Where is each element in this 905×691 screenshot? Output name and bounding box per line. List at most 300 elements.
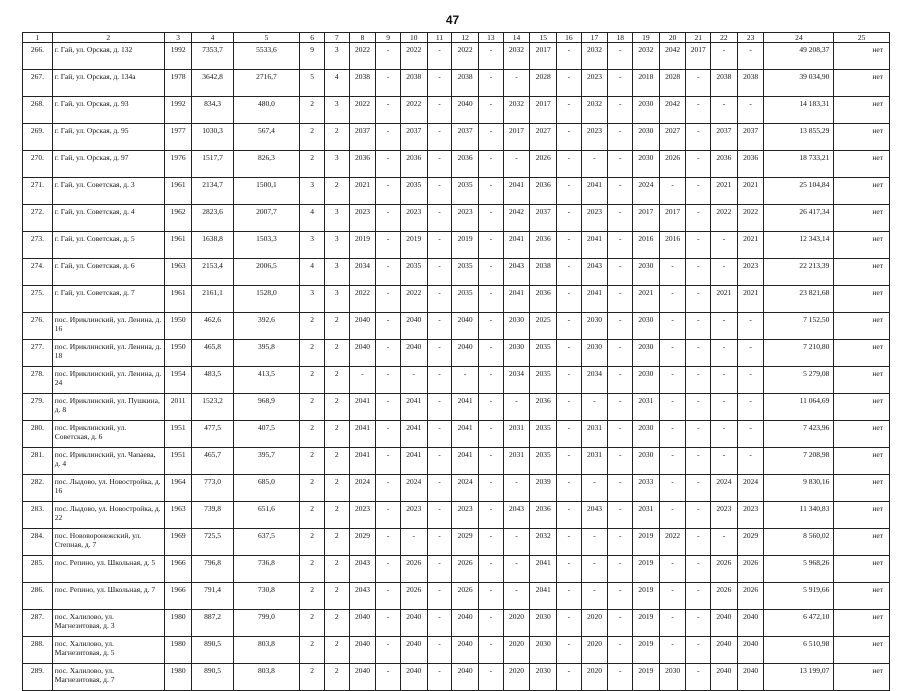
status-cell: нет — [834, 637, 890, 664]
cost-cell: 23 821,68 — [764, 286, 834, 313]
table-cell: 725,5 — [192, 529, 233, 556]
table-cell: 2 — [324, 637, 349, 664]
address-cell: пос. Ириклинский, ул. Чапаева, д. 4 — [52, 448, 164, 475]
table-cell: 2043 — [349, 583, 376, 610]
table-cell: 2 — [300, 340, 325, 367]
table-cell: 483,5 — [192, 367, 233, 394]
table-cell: 2043 — [581, 502, 608, 529]
table-cell: - — [503, 556, 530, 583]
table-cell: - — [376, 421, 401, 448]
table-cell: - — [659, 448, 686, 475]
table-cell: - — [608, 502, 633, 529]
table-cell: 2036 — [452, 151, 479, 178]
table-row — [23, 43, 890, 70]
table-cell: 2040 — [452, 97, 479, 124]
table-cell: 1962 — [164, 205, 192, 232]
table-cell: 2019 — [633, 583, 660, 610]
table-cell: 1977 — [164, 124, 192, 151]
table-cell: - — [608, 286, 633, 313]
table-cell: - — [608, 556, 633, 583]
table-cell: - — [427, 70, 452, 97]
table-cell: 480,0 — [233, 97, 300, 124]
table-cell: - — [557, 97, 582, 124]
table-cell: 2027 — [659, 124, 686, 151]
table-cell: - — [608, 529, 633, 556]
table-cell: 2026 — [400, 583, 427, 610]
address-cell: г. Гай, ул. Орская, д. 93 — [52, 97, 164, 124]
table-cell: - — [608, 151, 633, 178]
table-cell: 2030 — [633, 340, 660, 367]
table-cell: 2020 — [581, 610, 608, 637]
table-cell: 4 — [300, 259, 325, 286]
table-cell: 2020 — [581, 664, 608, 691]
table-cell: - — [686, 124, 711, 151]
table-cell: 2041 — [581, 232, 608, 259]
table-cell: 2022 — [737, 205, 764, 232]
table-cell: - — [686, 313, 711, 340]
table-cell: 2034 — [349, 259, 376, 286]
address-cell: г. Гай, ул. Орская, д. 134а — [52, 70, 164, 97]
table-row — [23, 367, 890, 394]
table-cell: 2021 — [711, 286, 738, 313]
table-cell: 477,5 — [192, 421, 233, 448]
table-cell: - — [376, 610, 401, 637]
table-cell: 2040 — [349, 664, 376, 691]
table-cell: 1966 — [164, 583, 192, 610]
table-cell: 2030 — [633, 313, 660, 340]
table-cell: 2030 — [633, 259, 660, 286]
table-cell: - — [557, 556, 582, 583]
table-cell: 2032 — [503, 97, 530, 124]
table-cell: 2036 — [711, 151, 738, 178]
table-cell: 3 — [324, 205, 349, 232]
table-cell: - — [737, 448, 764, 475]
table-cell: - — [452, 367, 479, 394]
row-number: 272. — [23, 205, 53, 232]
table-cell: 2038 — [530, 259, 557, 286]
table-cell: 2036 — [400, 151, 427, 178]
cost-cell: 11 064,69 — [764, 394, 834, 421]
table-cell: 2040 — [400, 637, 427, 664]
table-cell: - — [557, 286, 582, 313]
table-cell: 3 — [324, 232, 349, 259]
table-cell: 2823,6 — [192, 205, 233, 232]
table-cell: - — [376, 259, 401, 286]
table-row — [23, 394, 890, 421]
table-cell: 2026 — [452, 583, 479, 610]
table-cell: 2040 — [737, 664, 764, 691]
table-cell: - — [711, 97, 738, 124]
table-cell: 2030 — [581, 340, 608, 367]
table-cell: 2040 — [452, 637, 479, 664]
table-cell: - — [686, 637, 711, 664]
table-cell: 2041 — [349, 421, 376, 448]
header-row — [23, 33, 890, 43]
row-number: 269. — [23, 124, 53, 151]
table-cell: 2037 — [530, 205, 557, 232]
row-number: 285. — [23, 556, 53, 583]
table-cell: - — [608, 97, 633, 124]
table-row — [23, 529, 890, 556]
table-cell: 2041 — [503, 178, 530, 205]
table-cell: - — [659, 367, 686, 394]
table-cell: - — [711, 529, 738, 556]
table-cell: 2020 — [581, 637, 608, 664]
column-header: 22 — [711, 33, 738, 43]
row-number: 279. — [23, 394, 53, 421]
table-cell: 637,5 — [233, 529, 300, 556]
table-cell: 890,5 — [192, 637, 233, 664]
table-cell: 2 — [324, 475, 349, 502]
table-cell: - — [557, 610, 582, 637]
table-cell: - — [376, 367, 401, 394]
table-cell: - — [376, 394, 401, 421]
table-cell: - — [557, 502, 582, 529]
table-cell: - — [608, 367, 633, 394]
address-cell: пос. Ириклинский, ул. Ленина, д. 18 — [52, 340, 164, 367]
table-cell: - — [427, 421, 452, 448]
table-cell: 2028 — [530, 70, 557, 97]
table-cell: - — [376, 286, 401, 313]
table-cell: 2024 — [633, 178, 660, 205]
table-cell: 2031 — [581, 448, 608, 475]
table-cell: 2 — [324, 340, 349, 367]
table-cell: - — [711, 259, 738, 286]
table-cell: - — [711, 421, 738, 448]
table-cell: 2036 — [530, 502, 557, 529]
table-cell: - — [400, 529, 427, 556]
table-row — [23, 448, 890, 475]
table-cell: - — [376, 97, 401, 124]
table-cell: 2041 — [530, 556, 557, 583]
address-cell: г. Гай, ул. Советская, д. 5 — [52, 232, 164, 259]
table-cell: - — [376, 70, 401, 97]
table-cell: - — [659, 583, 686, 610]
table-row — [23, 475, 890, 502]
table-cell: 1030,3 — [192, 124, 233, 151]
column-header: 8 — [349, 33, 376, 43]
table-cell: 2018 — [633, 70, 660, 97]
table-cell: - — [659, 637, 686, 664]
row-number: 281. — [23, 448, 53, 475]
table-cell: 1503,3 — [233, 232, 300, 259]
page-number: 47 — [445, 13, 460, 27]
table-cell: - — [686, 610, 711, 637]
table-cell: 2030 — [633, 97, 660, 124]
table-row — [23, 583, 890, 610]
table-cell: - — [427, 529, 452, 556]
table-row — [23, 421, 890, 448]
table-cell: 2040 — [737, 610, 764, 637]
table-cell: 2030 — [633, 367, 660, 394]
cost-cell: 7 208,98 — [764, 448, 834, 475]
table-cell: 2036 — [530, 286, 557, 313]
table-cell: 2023 — [581, 70, 608, 97]
table-cell: - — [557, 475, 582, 502]
table-row — [23, 664, 890, 691]
table-cell: 2026 — [400, 556, 427, 583]
cost-cell: 22 213,39 — [764, 259, 834, 286]
table-cell: - — [376, 313, 401, 340]
address-cell: г. Гай, ул. Советская, д. 6 — [52, 259, 164, 286]
table-cell: 2021 — [737, 232, 764, 259]
table-cell: 796,8 — [192, 556, 233, 583]
row-number: 282. — [23, 475, 53, 502]
table-cell: 2022 — [400, 97, 427, 124]
table-cell: 2032 — [530, 529, 557, 556]
table-cell: - — [479, 448, 504, 475]
status-cell: нет — [834, 70, 890, 97]
table-cell: - — [557, 313, 582, 340]
address-cell: г. Гай, ул. Советская, д. 4 — [52, 205, 164, 232]
status-cell: нет — [834, 43, 890, 70]
status-cell: нет — [834, 286, 890, 313]
table-cell: 2038 — [452, 70, 479, 97]
table-cell: - — [608, 70, 633, 97]
table-cell: - — [608, 232, 633, 259]
table-row — [23, 313, 890, 340]
address-cell: г. Гай, ул. Орская, д. 132 — [52, 43, 164, 70]
table-cell: 567,4 — [233, 124, 300, 151]
table-cell: - — [479, 97, 504, 124]
table-cell: - — [503, 70, 530, 97]
table-cell: - — [557, 637, 582, 664]
table-cell: - — [400, 367, 427, 394]
table-cell: - — [686, 475, 711, 502]
table-cell: 2035 — [530, 367, 557, 394]
table-cell: - — [376, 529, 401, 556]
table-cell: 2 — [300, 610, 325, 637]
table-cell: - — [686, 583, 711, 610]
table-cell: 2 — [324, 664, 349, 691]
table-cell: - — [427, 556, 452, 583]
cost-cell: 5 279,08 — [764, 367, 834, 394]
table-cell: - — [686, 70, 711, 97]
table-cell: - — [479, 124, 504, 151]
table-cell: 730,8 — [233, 583, 300, 610]
table-cell: 3 — [324, 97, 349, 124]
table-cell: 2023 — [581, 205, 608, 232]
column-header: 23 — [737, 33, 764, 43]
table-cell: 462,6 — [192, 313, 233, 340]
table-cell: 2031 — [581, 421, 608, 448]
table-row — [23, 286, 890, 313]
address-cell: пос. Халилово, ул. Магнезитовая, д. 3 — [52, 610, 164, 637]
table-cell: 2035 — [530, 448, 557, 475]
table-cell: 2019 — [400, 232, 427, 259]
table-cell: - — [503, 151, 530, 178]
table-cell: - — [557, 70, 582, 97]
table-cell: 413,5 — [233, 367, 300, 394]
table-cell: 2 — [324, 421, 349, 448]
table-cell: 2035 — [452, 178, 479, 205]
table-cell: - — [608, 313, 633, 340]
table-cell: 2716,7 — [233, 70, 300, 97]
table-cell: 2039 — [530, 475, 557, 502]
status-cell: нет — [834, 313, 890, 340]
table-cell: 7353,7 — [192, 43, 233, 70]
table-cell: 2017 — [530, 97, 557, 124]
row-number: 277. — [23, 340, 53, 367]
table-cell: - — [608, 259, 633, 286]
table-cell: - — [427, 367, 452, 394]
table-cell: - — [376, 151, 401, 178]
table-cell: 1950 — [164, 313, 192, 340]
address-cell: пос. Репино, ул. Школьная, д. 7 — [52, 583, 164, 610]
table-cell: - — [659, 394, 686, 421]
status-cell: нет — [834, 178, 890, 205]
table-cell: 465,7 — [192, 448, 233, 475]
table-cell: - — [376, 448, 401, 475]
table-cell: - — [376, 502, 401, 529]
row-number: 268. — [23, 97, 53, 124]
table-cell: 968,9 — [233, 394, 300, 421]
table-cell: - — [427, 475, 452, 502]
table-cell: 2041 — [452, 448, 479, 475]
row-number: 286. — [23, 583, 53, 610]
table-cell: - — [659, 502, 686, 529]
table-cell: - — [686, 205, 711, 232]
column-header: 20 — [659, 33, 686, 43]
table-cell: 2019 — [633, 664, 660, 691]
table-cell: - — [376, 475, 401, 502]
table-cell: 887,2 — [192, 610, 233, 637]
table-row — [23, 610, 890, 637]
table-cell: 3 — [300, 286, 325, 313]
column-header: 15 — [530, 33, 557, 43]
table-cell: - — [503, 394, 530, 421]
table-cell: - — [427, 394, 452, 421]
table-cell: 1961 — [164, 232, 192, 259]
table-cell: 2 — [324, 556, 349, 583]
table-cell: 773,0 — [192, 475, 233, 502]
table-cell: - — [608, 124, 633, 151]
table-cell: - — [479, 502, 504, 529]
table-cell: - — [427, 637, 452, 664]
status-cell: нет — [834, 340, 890, 367]
table-cell: 2029 — [452, 529, 479, 556]
table-cell: 1969 — [164, 529, 192, 556]
status-cell: нет — [834, 448, 890, 475]
table-cell: 2 — [300, 421, 325, 448]
table-row — [23, 70, 890, 97]
table-cell: 2023 — [400, 502, 427, 529]
table-cell: 2036 — [349, 151, 376, 178]
table-cell: - — [376, 178, 401, 205]
table-cell: 395,7 — [233, 448, 300, 475]
cost-cell: 7 210,80 — [764, 340, 834, 367]
cost-cell: 7 423,96 — [764, 421, 834, 448]
table-cell: 2032 — [633, 43, 660, 70]
table-cell: 2026 — [711, 556, 738, 583]
table-cell: 2022 — [452, 43, 479, 70]
status-cell: нет — [834, 556, 890, 583]
table-cell: - — [427, 205, 452, 232]
table-cell: 2038 — [400, 70, 427, 97]
table-cell: 1954 — [164, 367, 192, 394]
table-cell: 2 — [300, 475, 325, 502]
table-cell: 1963 — [164, 502, 192, 529]
cost-cell: 6 510,98 — [764, 637, 834, 664]
table-cell: 2023 — [349, 205, 376, 232]
table-cell: - — [557, 340, 582, 367]
status-cell: нет — [834, 583, 890, 610]
table-cell: - — [686, 502, 711, 529]
table-cell: 1992 — [164, 97, 192, 124]
row-number: 276. — [23, 313, 53, 340]
row-number: 267. — [23, 70, 53, 97]
table-cell: - — [686, 367, 711, 394]
cost-cell: 25 104,84 — [764, 178, 834, 205]
table-cell: 2021 — [633, 286, 660, 313]
table-cell: - — [608, 610, 633, 637]
table-cell: - — [479, 70, 504, 97]
table-cell: 2043 — [503, 502, 530, 529]
column-header: 4 — [192, 33, 233, 43]
table-cell: 2037 — [737, 124, 764, 151]
address-cell: пос. Халилово, ул. Магнезитовая, д. 7 — [52, 664, 164, 691]
table-cell: - — [557, 583, 582, 610]
table-cell: - — [659, 313, 686, 340]
table-cell: 2134,7 — [192, 178, 233, 205]
table-cell: 2041 — [452, 421, 479, 448]
status-cell: нет — [834, 502, 890, 529]
table-cell: 2024 — [349, 475, 376, 502]
table-cell: 2031 — [633, 394, 660, 421]
table-cell: - — [686, 286, 711, 313]
table-cell: 2023 — [581, 124, 608, 151]
table-cell: 2043 — [581, 259, 608, 286]
table-cell: 2030 — [503, 313, 530, 340]
table-cell: - — [659, 610, 686, 637]
table-cell: 651,6 — [233, 502, 300, 529]
column-header: 25 — [834, 33, 890, 43]
table-cell: 2036 — [530, 178, 557, 205]
table-cell: 1638,8 — [192, 232, 233, 259]
table-cell: 2040 — [737, 637, 764, 664]
table-cell: 2 — [324, 529, 349, 556]
table-cell: 2041 — [400, 394, 427, 421]
table-cell: - — [659, 340, 686, 367]
table-cell: 2035 — [530, 421, 557, 448]
table-cell: - — [427, 502, 452, 529]
table-cell: 2030 — [530, 664, 557, 691]
table-cell: 2 — [300, 394, 325, 421]
table-cell: 685,0 — [233, 475, 300, 502]
table-cell: 2019 — [633, 529, 660, 556]
table-cell: 2038 — [349, 70, 376, 97]
table-cell: - — [608, 448, 633, 475]
table-cell: - — [479, 313, 504, 340]
table-cell: - — [608, 421, 633, 448]
column-header: 21 — [686, 33, 711, 43]
table-cell: 2030 — [530, 637, 557, 664]
table-cell: - — [608, 583, 633, 610]
table-cell: 2038 — [711, 70, 738, 97]
cost-cell: 14 183,31 — [764, 97, 834, 124]
table-cell: 2024 — [711, 475, 738, 502]
table-cell: - — [479, 367, 504, 394]
column-header: 17 — [581, 33, 608, 43]
table-cell: 2040 — [349, 637, 376, 664]
table-cell: - — [557, 421, 582, 448]
table-cell: 2019 — [452, 232, 479, 259]
cost-cell: 39 034,90 — [764, 70, 834, 97]
table-cell: 2021 — [711, 178, 738, 205]
table-cell: 2019 — [349, 232, 376, 259]
table-cell: 2031 — [633, 502, 660, 529]
table-cell: 2036 — [737, 151, 764, 178]
